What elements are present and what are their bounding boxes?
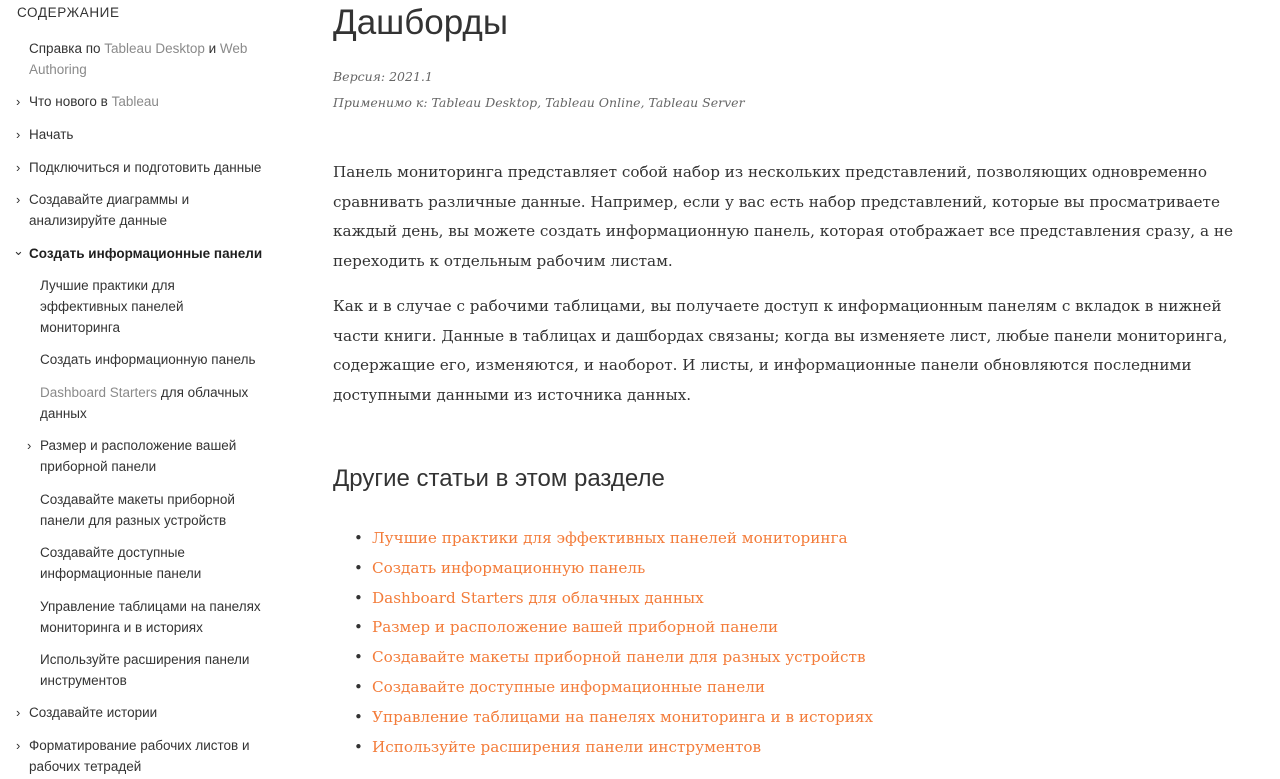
toc-help-middle: и (204, 41, 220, 56)
toc-sub-line: приборной панели (40, 459, 157, 474)
toc-subitem-size-layout[interactable] (40, 435, 272, 477)
related-link-create-dashboard[interactable]: Создать информационную панель (372, 558, 646, 577)
toc-help-product1: Tableau Desktop (104, 41, 205, 56)
toc-sub-line: мониторинга (40, 320, 120, 335)
toc-subitem-starters[interactable] (40, 382, 272, 424)
toc-sub-line: эффективных панелей (40, 299, 184, 314)
toc-format-line2: рабочих тетрадей (29, 759, 142, 774)
chevron-right-icon[interactable]: › (27, 438, 32, 453)
toc-subitem-create-dashboard[interactable]: Создать информационную панель (40, 352, 256, 367)
article (333, 0, 1273, 779)
related-link-starters[interactable]: Dashboard Starters для облачных данных (372, 588, 704, 607)
toc-subitem-extensions[interactable] (40, 649, 272, 691)
toc-subitem-manage-sheets[interactable] (40, 596, 272, 638)
toc-sub-line: мониторинга и в историях (40, 620, 203, 635)
toc-sub-line: инструментов (40, 673, 127, 688)
list-item (333, 523, 873, 553)
chevron-right-icon[interactable]: › (16, 127, 21, 142)
toc-sub-line: Создавайте доступные (40, 545, 185, 560)
toc-item-help[interactable] (29, 38, 269, 80)
toc-starters-line2: данных (40, 406, 87, 421)
related-link-manage-sheets[interactable]: Управление таблицами на панелях мониторинга и в историях (372, 707, 874, 726)
bullet-icon: • (354, 618, 363, 637)
toc-subitem-accessible[interactable] (40, 542, 272, 584)
list-item (333, 702, 873, 732)
toc-help-product2: Web (219, 41, 248, 56)
related-link-extensions[interactable]: Используйте расширения панели инструментов (372, 737, 762, 756)
version-label: Версия: 2021.1 (333, 69, 433, 84)
toc-sub-line: информационные панели (40, 566, 202, 581)
toc-sub-line: Управление таблицами на панелях (40, 599, 261, 614)
toc-item-stories[interactable]: Создавайте истории (29, 705, 158, 720)
related-link-accessible[interactable]: Создавайте доступные информационные панели (372, 677, 765, 696)
related-link-device-layouts[interactable]: Создавайте макеты приборной панели для разных устройств (372, 648, 866, 667)
chevron-right-icon[interactable]: › (16, 192, 21, 207)
toc-sub-line: Используйте расширения панели (40, 652, 250, 667)
bullet-icon: • (354, 588, 363, 607)
toc-sub-line: Размер и расположение вашей (40, 438, 237, 453)
related-articles-list (333, 523, 873, 761)
related-link-size-layout[interactable]: Размер и расположение вашей приборной панели (372, 618, 779, 637)
list-item (333, 732, 873, 762)
toc-item-connect[interactable]: Подключиться и подготовить данные (29, 160, 262, 175)
toc-sub-line: Создавайте макеты приборной (40, 492, 235, 507)
list-item (333, 583, 873, 613)
toc-item-build-charts[interactable] (29, 189, 269, 231)
body-paragraph: Как и в случае с рабочими таблицами, вы получаете доступ к информационным панелям с вкладок в нижней части книги. Данные в таблицах и дашбордах связаны; когда вы изменяете лист, любые панели мониторинга, содержащие его, изменяются, и наоборот. И листы, и информационные панели обновляются последними доступными данными из источника данных. (333, 297, 1228, 404)
bullet-icon: • (354, 529, 363, 547)
toc-sub-line: Лучшие практики для (40, 278, 175, 293)
chevron-right-icon[interactable]: › (16, 738, 21, 753)
toc-build-charts-line2: анализируйте данные (29, 213, 168, 228)
toc-help-prefix: Справка по (29, 41, 105, 56)
toc-subitem-device-layouts[interactable] (40, 489, 272, 531)
toc-format-line1: Форматирование рабочих листов и (29, 738, 250, 753)
bullet-icon: • (354, 648, 363, 667)
toc-item-whats-new[interactable] (29, 91, 269, 112)
list-item (333, 642, 873, 672)
bullet-icon: • (354, 707, 363, 726)
applies-to-label: Применимо к: Tableau Desktop, Tableau Online, Tableau Server (333, 95, 745, 110)
bullet-icon: • (354, 737, 363, 756)
toc-starters-product: Dashboard Starters (40, 385, 158, 400)
section-title: Другие статьи в этом разделе (333, 465, 665, 492)
toc-subitem-best-practices[interactable] (40, 275, 272, 338)
toc-starters-rest: для облачных (157, 385, 249, 400)
table-of-contents (0, 0, 290, 779)
chevron-right-icon[interactable]: › (16, 94, 21, 109)
toc-item-format[interactable] (29, 735, 269, 777)
toc-item-create-dashboards[interactable]: Создать информационные панели (29, 246, 263, 261)
intro-paragraph: Панель мониторинга представляет собой набор из нескольких представлений, позволяющих одновременно сравнивать различные данные. Например, если у вас есть набор представлений, которые вы просматриваете каждый день, вы можете создать информационную панель, которая отображает все представления сразу, а не переходить к отдельным рабочим листам. (333, 163, 1233, 270)
bullet-icon: • (354, 677, 363, 696)
related-link-best-practices[interactable]: Лучшие практики для эффективных панелей мониторинга (372, 529, 848, 547)
bullet-icon: • (354, 558, 363, 577)
chevron-right-icon[interactable]: › (16, 160, 21, 175)
chevron-right-icon[interactable]: › (16, 705, 21, 720)
list-item (333, 612, 873, 642)
toc-whats-new-prefix: Что нового в (29, 94, 112, 109)
toc-help-line2: Authoring (29, 62, 87, 77)
toc-item-get-started[interactable]: Начать (29, 127, 74, 142)
toc-build-charts-line1: Создавайте диаграммы и (29, 192, 190, 207)
toc-whats-new-product: Tableau (111, 94, 159, 109)
toc-title: СОДЕРЖАНИЕ (17, 5, 120, 20)
list-item (333, 553, 873, 583)
list-item (333, 672, 873, 702)
toc-sub-line: панели для разных устройств (40, 513, 227, 528)
chevron-down-icon[interactable]: ⌄ (13, 243, 24, 258)
page-title: Дашборды (333, 3, 508, 42)
